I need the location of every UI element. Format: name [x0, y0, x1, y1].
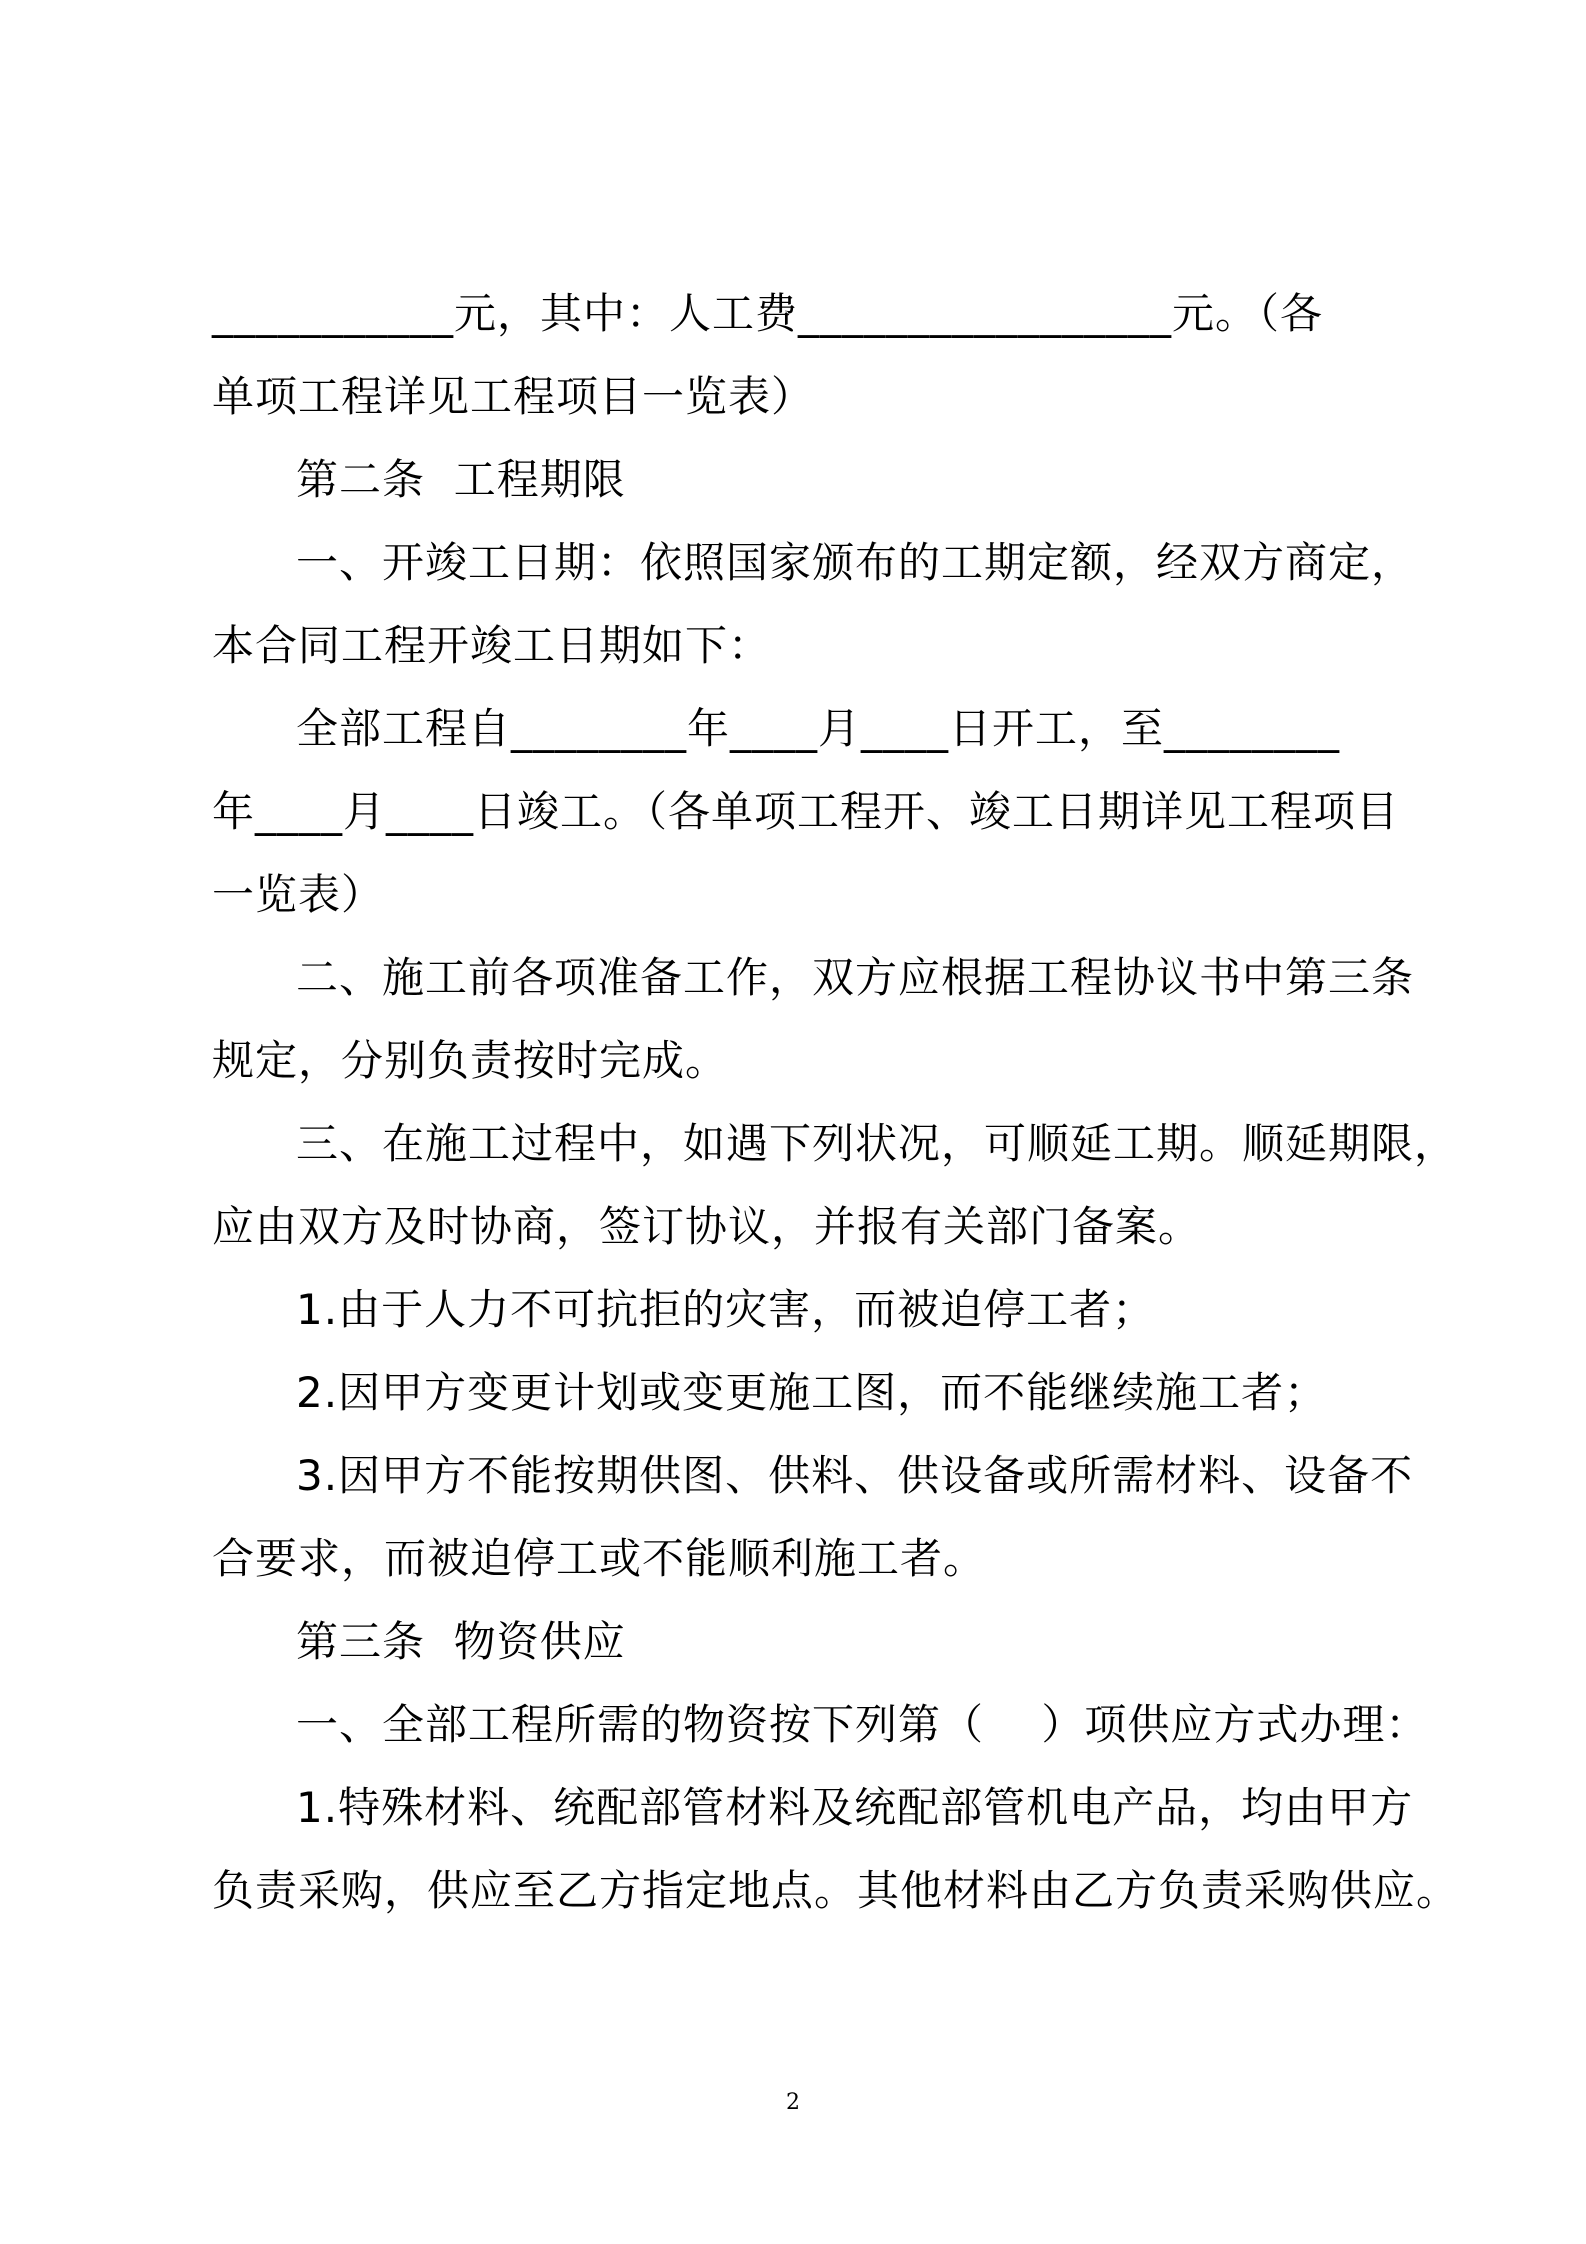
text-line: 一览表）	[212, 870, 385, 919]
text-line: 规定，分别负责按时完成。	[212, 1036, 729, 1085]
text-line: 应由双方及时协商，签订协议，并报有关部门备案。	[212, 1202, 1202, 1251]
text-line: 负责采购，供应至乙方指定地点。其他材料由乙方负责采购供应。	[212, 1866, 1460, 1915]
text-line: 单项工程详见工程项目一览表）	[212, 372, 815, 421]
text-line: 1.由于人力不可抗拒的灾害，而被迫停工者；	[296, 1285, 1156, 1334]
text-line: 二、施工前各项准备工作，双方应根据工程协议书中第三条	[296, 953, 1415, 1002]
text-line: 一、全部工程所需的物资按下列第（ ）项供应方式办理：	[296, 1700, 1429, 1749]
text-line: 一、开竣工日期：依照国家颁布的工期定额，经双方商定，	[296, 538, 1415, 587]
text-line: 全部工程自________年____月____日开工，至________	[296, 704, 1341, 753]
article-heading: 第二条 工程期限	[296, 455, 626, 504]
text-line: 年____月____日竣工。（各单项工程开、竣工日期详见工程项目	[212, 787, 1400, 836]
text-line: 本合同工程开竣工日期如下：	[212, 621, 772, 670]
article-heading: 第三条 物资供应	[296, 1617, 626, 1666]
text-line: 三、在施工过程中，如遇下列状况，可顺延工期。顺延期限，	[296, 1119, 1458, 1168]
page-number: 2	[786, 2090, 800, 2115]
text-line: 3.因甲方不能按期供图、供料、供设备或所需材料、设备不	[296, 1451, 1414, 1500]
text-line: 2.因甲方变更计划或变更施工图，而不能继续施工者；	[296, 1368, 1328, 1417]
text-line: 合要求，而被迫停工或不能顺利施工者。	[212, 1534, 987, 1583]
text-line: 1.特殊材料、统配部管材料及统配部管机电产品，均由甲方	[296, 1783, 1414, 1832]
text-line: ___________元，其中：人工费_________________元。（各	[212, 289, 1324, 338]
